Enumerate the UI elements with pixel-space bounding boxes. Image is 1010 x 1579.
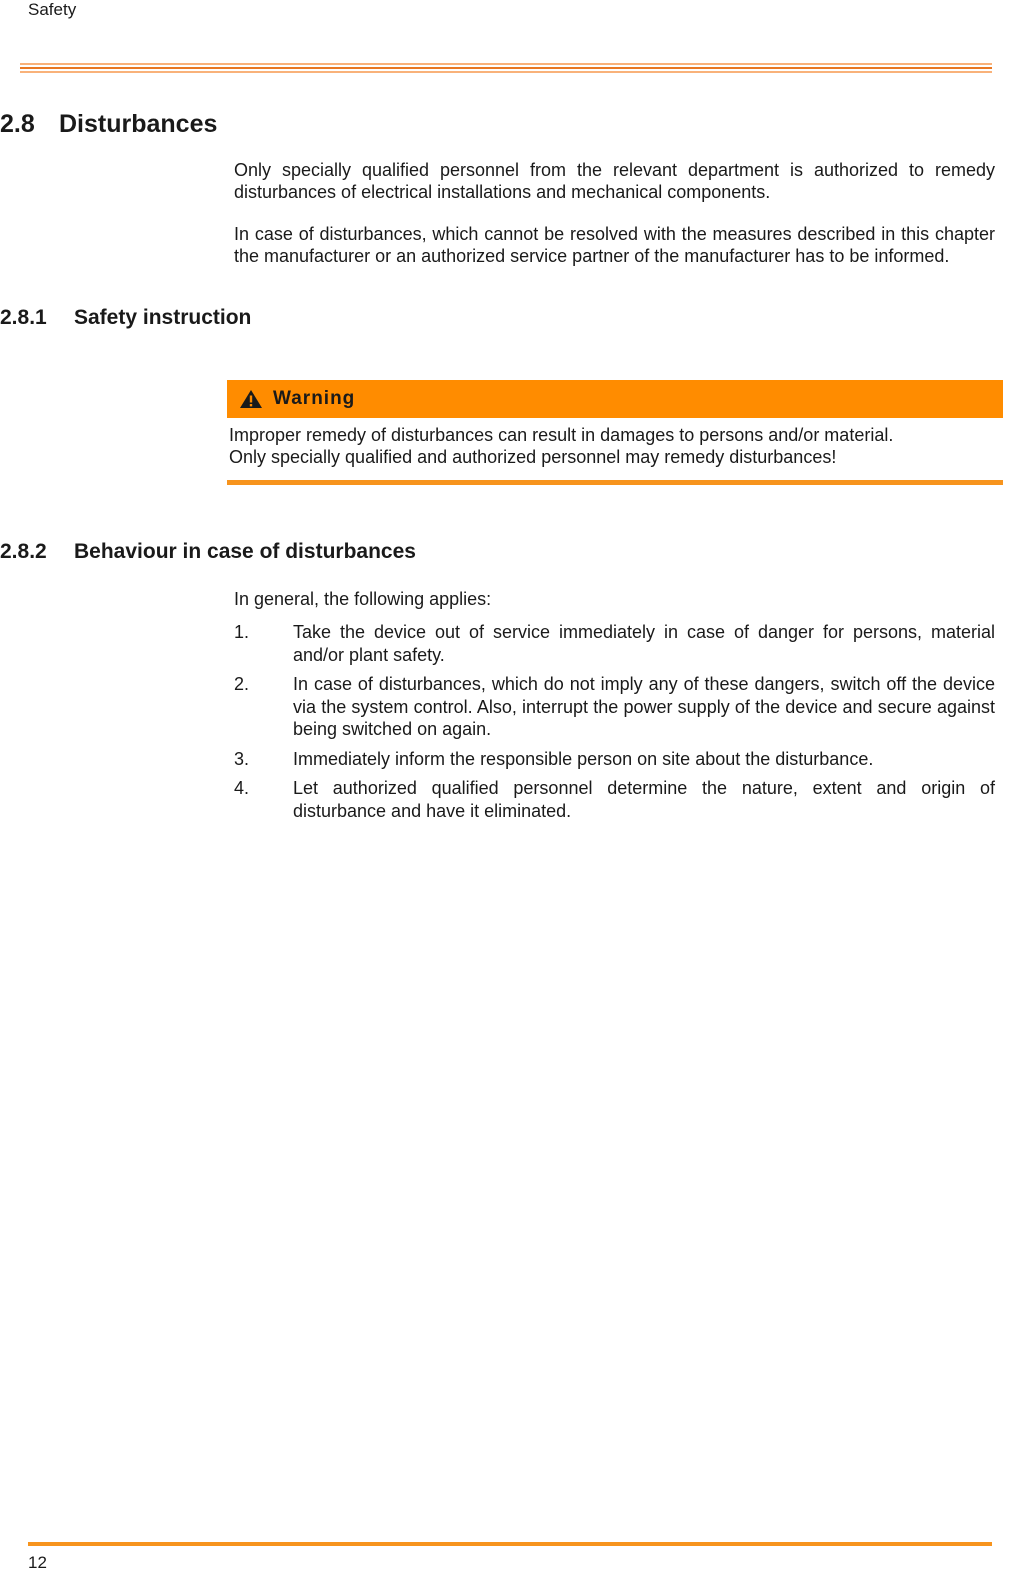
section-title: Disturbances [59,110,218,138]
step-number: 1. [234,622,250,642]
header-rule-line-3 [20,71,992,73]
list-item [234,621,995,666]
step-number: 3. [234,748,250,769]
list-item [234,748,995,771]
step-text: Immediately inform the responsible person on site about the disturbance. [293,748,874,769]
section-heading [0,109,217,139]
header-rule [20,63,992,75]
warning-label: Warning [273,388,356,409]
step-text: Let authorized qualified personnel determine the nature, extent and origin of disturbance and have it eliminated. [293,778,995,821]
header-rule-line-1 [20,63,992,65]
warning-text-line-2: Only specially qualified and authorized personnel may remedy disturbances! [229,447,837,467]
list-item [234,673,995,741]
section-number: 2.8 [0,110,35,138]
subsection-heading-safety-instruction [0,305,251,331]
section-paragraph-2: In case of disturbances, which cannot be resolved with the measures described in this chapter the manufacturer or an authorized service partner of the manufacturer has to be informed. [234,224,995,266]
step-number: 4. [234,778,250,798]
step-text: In case of disturbances, which do not imply any of these dangers, switch off the device via the system control. Also, interrupt the power supply of the device and secure against being switched on again. [293,674,995,739]
step-number: 2. [234,674,250,694]
warning-bar [227,380,1003,418]
warning-text [229,424,1003,468]
footer-rule [28,1542,992,1546]
section-paragraph-1: Only specially qualified personnel from the relevant department is authorized to remedy disturbances of electrical installations and mechanical components. [234,160,995,202]
step-text: Take the device out of service immediately in case of danger for persons, material and/or plant safety. [293,622,995,665]
warning-bottom-rule [227,480,1003,485]
steps-intro: In general, the following applies: [234,589,492,609]
warning-triangle-icon [239,389,263,409]
steps-list [234,621,995,829]
subsection-title: Safety instruction [74,306,252,329]
warning-box [227,380,1003,485]
running-header: Safety [28,0,77,19]
header-rule-line-2 [20,67,992,69]
subsection-number: 2.8.2 [0,540,47,563]
list-item [234,777,995,822]
warning-text-line-1: Improper remedy of disturbances can result in damages to persons and/or material. [229,425,894,445]
subsection-number: 2.8.1 [0,306,47,329]
subsection-title: Behaviour in case of disturbances [74,540,416,563]
page-number: 12 [28,1553,47,1572]
subsection-heading-behaviour [0,539,416,565]
